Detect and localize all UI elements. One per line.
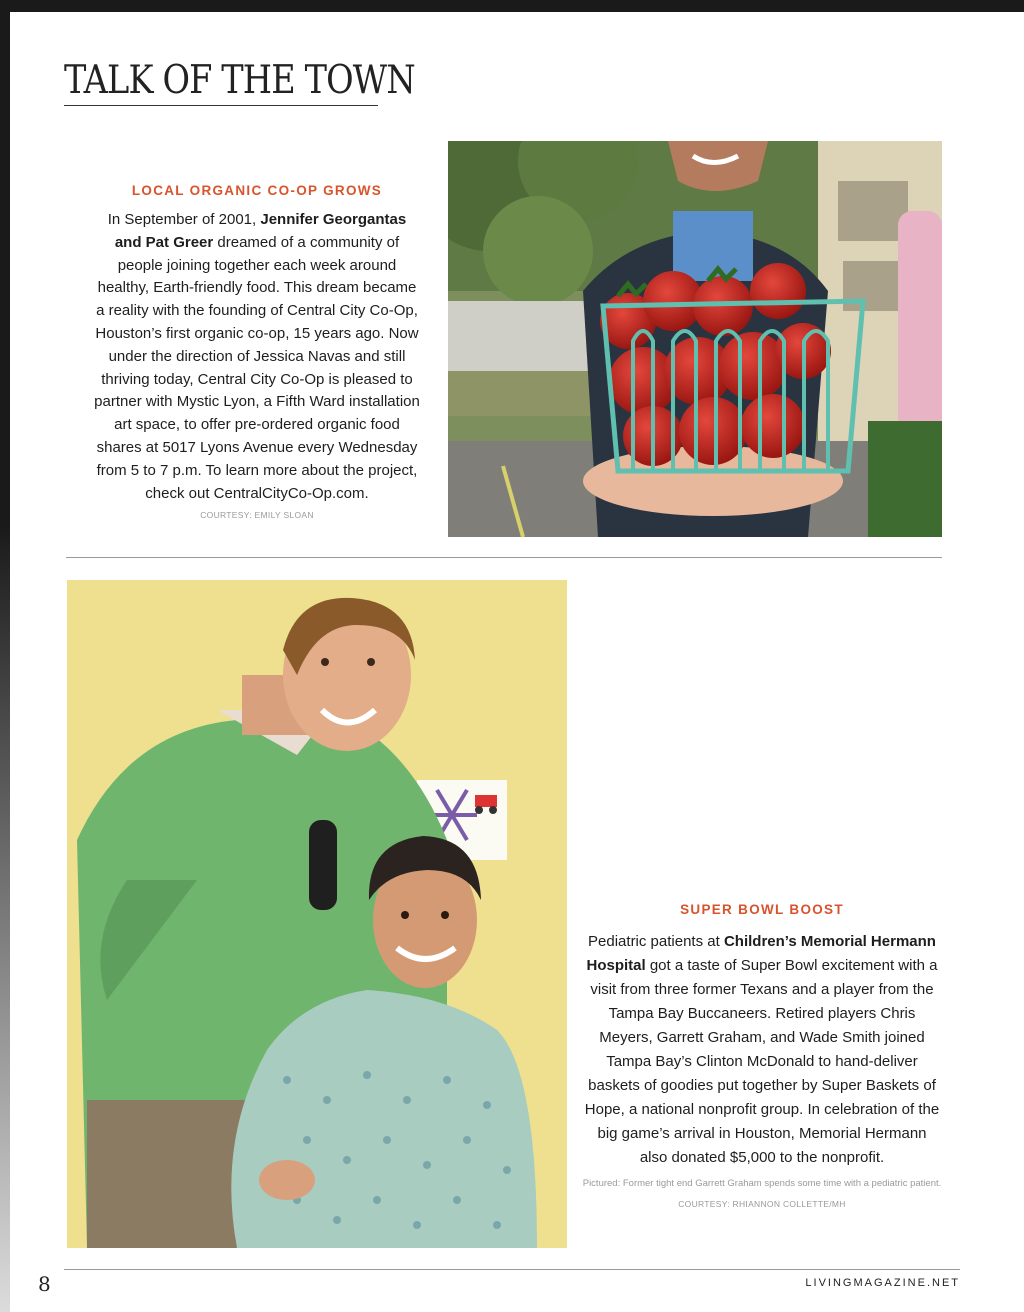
story-body-hospital: Children’s Memorial Hermann Hospital [586, 933, 936, 974]
photo-credit: COURTESY: RHIANNON COLLETTE/MH [678, 1199, 846, 1209]
story-body: In September of 2001, Jennifer Georgantas and Pat Greer dreamed of a community of people joining together each week around healthy, Earth-friendly food. This dream became a reality with the founding of Central City Co-Op, Houston’s first organic co-op, 15 years ago. Now under the direction of Jessica Navas and still thriving today, Central City Co-Op is pleased to partner with Mystic Lyon, a Fifth Ward installation art space, to offer pre-ordered organic food shares at 5017 Lyons Avenue every Wednesday from 5 to 7 p.m. To learn more about the project, check out CentralCityCo-Op.com. [94, 211, 420, 502]
site-url[interactable]: LIVINGMAGAZINE.NET [805, 1277, 960, 1289]
story-body: Pediatric patients at Children’s Memorial Hermann Hospital got a taste of Super Bowl excitement with a visit from three former Texans and a player from the Tampa Bay Buccaneers. Retired players Chris Meyers, Garrett Graham, and Wade Smith joined Tampa Bay’s Clinton McDonald to hand-deliver baskets of goodies put together by Super Baskets of Hope, a national nonprofit group. In celebration of the big game’s arrival in Houston, Memorial Hermann also donated $5,000 to the nonprofit. [584, 933, 940, 1166]
footer-rule [64, 1269, 960, 1270]
photo-caption: Pictured: Former tight end Garrett Graham spends some time with a pediatric patient. [582, 1178, 942, 1189]
top-border [0, 0, 1024, 12]
story-heading: LOCAL ORGANIC CO-OP GROWS [131, 183, 383, 198]
hospital-visit-photo [67, 580, 567, 1248]
left-border [0, 0, 10, 1312]
story-organic-coop [94, 183, 420, 525]
strawberries-illustration [448, 141, 942, 537]
hospital-visit-illustration [67, 580, 567, 1248]
page-number: 8 [38, 1272, 51, 1296]
section-title: TALK OF THE TOWN [64, 58, 415, 103]
story-body-names: Jennifer Georgantas and Pat Greer [114, 211, 407, 251]
title-underline [64, 105, 378, 106]
strawberries-photo [448, 141, 942, 537]
story-super-bowl-boost [582, 902, 942, 1214]
story-heading: SUPER BOWL BOOST [680, 902, 844, 917]
photo-credit: COURTESY: EMILY SLOAN [200, 510, 314, 521]
section-divider [66, 557, 942, 558]
